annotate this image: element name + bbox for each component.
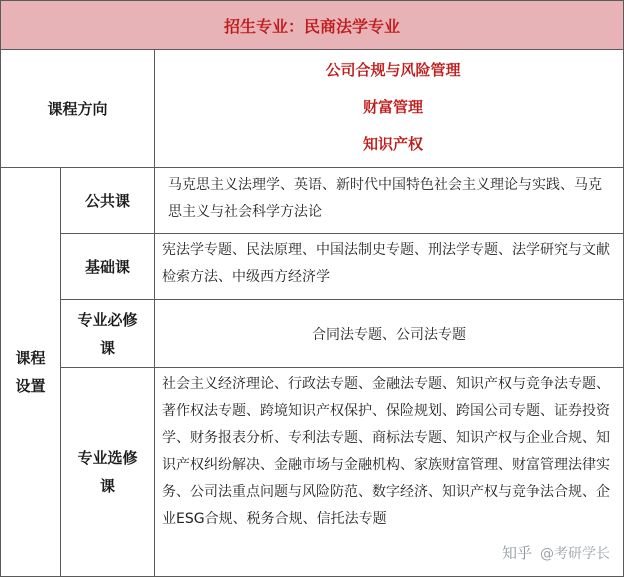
- course-type-label-cont: 课: [99, 338, 115, 357]
- course-type-cell: [60, 167, 155, 234]
- direction-items-cell: [154, 49, 624, 168]
- course-type-cell: [60, 233, 155, 300]
- course-group-label-line2: 设置: [15, 377, 46, 395]
- course-type-label: 专业选修: [77, 449, 138, 467]
- course-type-label: 基础课: [84, 257, 130, 276]
- course-type-label: 公共课: [84, 191, 130, 210]
- course-content-text: 合同法专题、公司法专题: [312, 326, 466, 343]
- course-content-cell: [154, 233, 624, 300]
- course-type-label: 专业必修: [77, 310, 138, 329]
- direction-item: 知识产权: [362, 135, 423, 153]
- course-group-label-line1: 课程: [15, 349, 46, 367]
- course-content-text: 社会主义经济理论、行政法专题、金融法专题、知识产权与竞争法专题、著作权法专题、跨境知识产权保护、保险规划、跨国公司专题、证券投资学、财务报表分析、专利法专题、商标法专题、知识产权与企业合规、知识产权纠纷解决、金融市场与金融机构、家族财富管理、财富管理法律实务、公司法重点问题与风险防范、数字经济、知识产权与竞争法合规、企业ESG合规、税务合规、信托法专题: [162, 376, 610, 527]
- course-content-text: 宪法学专题、民法原理、中国法制史专题、刑法学专题、法学研究与文献检索方法、中级西方经济学: [162, 242, 610, 285]
- course-type-cell: [60, 367, 155, 577]
- course-content-cell: [154, 299, 624, 368]
- watermark: [502, 542, 610, 563]
- course-type-label-cont: 课: [99, 477, 115, 495]
- zhihu-logo: 知乎: [501, 544, 532, 562]
- course-type-cell: [60, 299, 155, 368]
- direction-label: 课程方向: [47, 99, 108, 118]
- watermark-author: @考研学长: [540, 545, 610, 562]
- direction-item: 公司合规与风险管理: [325, 61, 461, 79]
- direction-label-cell: [0, 49, 155, 168]
- course-group-label-cell: [0, 167, 61, 577]
- direction-item: 财富管理: [362, 98, 423, 116]
- table-header: [0, 0, 624, 50]
- header-title: 招生专业：民商法学专业: [223, 16, 400, 36]
- course-content-cell: [154, 167, 624, 234]
- course-content-text: 马克思主义法理学、英语、新时代中国特色社会主义理论与实践、马克思主义与社会科学方法论: [168, 177, 602, 220]
